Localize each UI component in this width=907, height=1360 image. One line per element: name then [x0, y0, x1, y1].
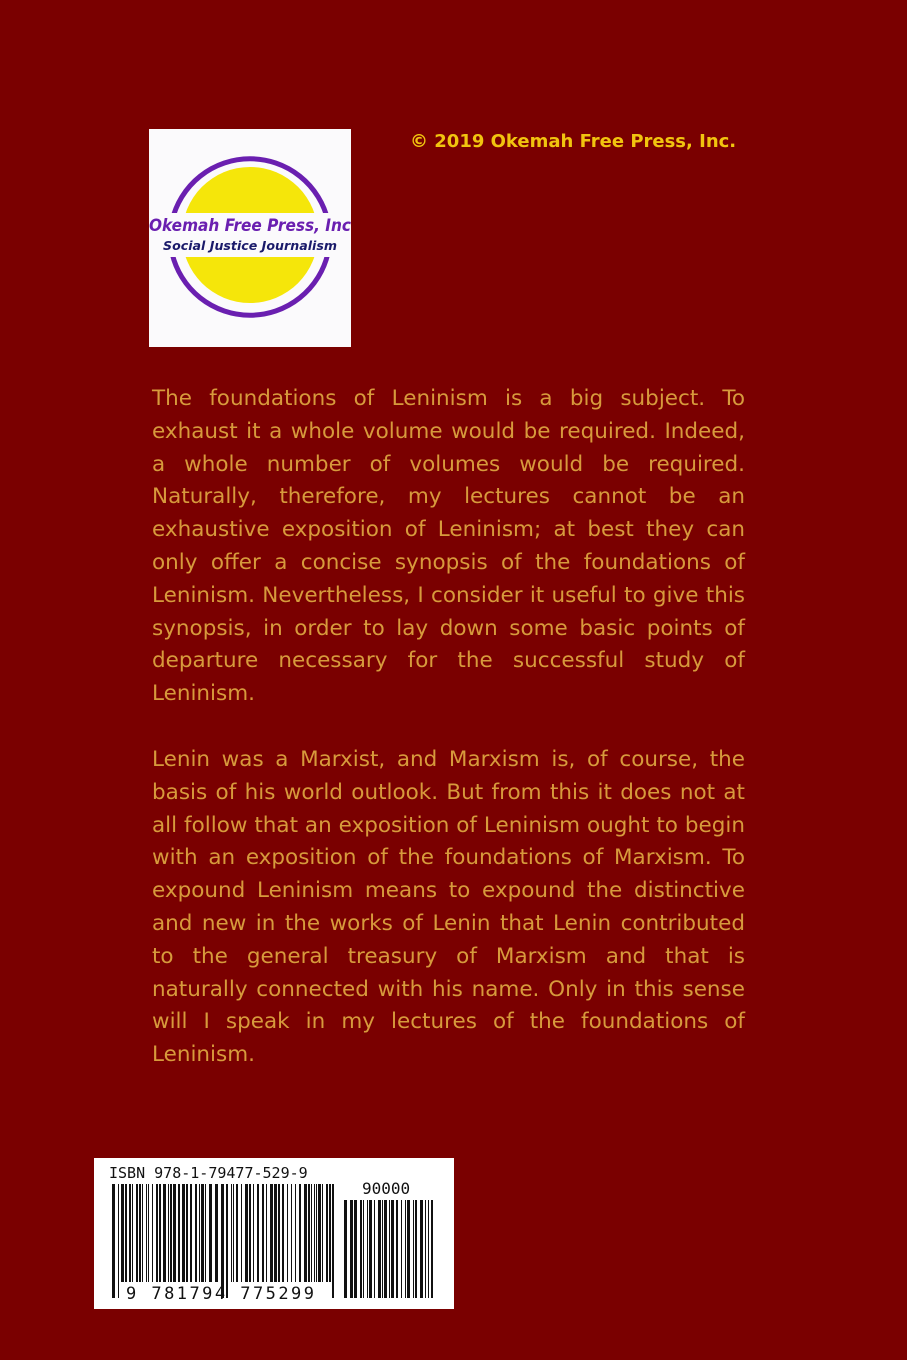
barcode-main-bars: [112, 1184, 334, 1298]
barcode-bar: [245, 1184, 248, 1282]
logo-sun-bottom: [169, 257, 331, 317]
barcode-bar: [326, 1184, 328, 1282]
barcode-bar: [178, 1184, 180, 1282]
barcode-bar: [159, 1184, 161, 1282]
barcode-bar: [233, 1184, 234, 1282]
barcode-bar: [226, 1184, 228, 1298]
barcode-bar: [121, 1184, 124, 1282]
barcode-bar: [173, 1184, 176, 1282]
barcode-bar: [112, 1184, 115, 1298]
barcode-bar: [332, 1184, 334, 1298]
barcode-bar: [378, 1200, 381, 1298]
barcode-bar: [401, 1200, 402, 1298]
barcode-bar: [374, 1200, 375, 1298]
barcode-bar: [139, 1184, 141, 1282]
isbn-label: ISBN 978-1-79477-529-9: [109, 1164, 308, 1182]
barcode-bar: [221, 1184, 224, 1298]
barcode-bar: [156, 1184, 158, 1282]
barcode-bar: [407, 1200, 410, 1298]
barcode-bar: [384, 1200, 387, 1298]
logo-name: Okemah Free Press, Inc: [149, 216, 351, 235]
logo-tagline: Social Justice Journalism: [163, 238, 337, 253]
barcode-bar: [391, 1200, 394, 1298]
barcode-digits: 9 781794 775299: [126, 1284, 314, 1304]
barcode-bar: [354, 1200, 357, 1298]
barcode-bar: [146, 1184, 147, 1282]
barcode-bar: [350, 1200, 353, 1298]
barcode-addon-bars: [344, 1200, 433, 1298]
barcode-bar: [205, 1184, 206, 1282]
publisher-logo: [149, 129, 351, 347]
barcode-bar: [186, 1184, 188, 1282]
isbn-barcode: [94, 1158, 454, 1309]
barcode-bar: [118, 1184, 119, 1298]
barcode-bar: [231, 1184, 232, 1282]
barcode-bar: [415, 1200, 417, 1298]
barcode-bar: [344, 1200, 347, 1298]
barcode-bar: [287, 1184, 288, 1282]
barcode-bar: [125, 1184, 127, 1282]
barcode-bar: [308, 1184, 310, 1282]
barcode-bar: [396, 1200, 398, 1298]
barcode-bar: [428, 1200, 429, 1298]
barcode-bar: [329, 1184, 331, 1282]
barcode-bar: [136, 1184, 138, 1282]
barcode-bar: [322, 1184, 323, 1282]
barcode-bar: [168, 1184, 169, 1282]
barcode-bar: [295, 1184, 296, 1282]
body-paragraph-2: Lenin was a Marxist, and Marxism is, of course, the basis of his world outlook. But from this it does not at all follow that an exposition of Leninism ought to begin with an exposition of the foundations of Marxism. To expound Leninism means to expound the distinctive and new in the works of Lenin that Lenin contributed to the general treasury of Marxism and that is naturally connected with his name. Only in this sense will I speak in my lectures of the foundations of Leninism.: [152, 747, 745, 1068]
barcode-bar: [425, 1200, 426, 1298]
price-code: 90000: [362, 1179, 411, 1198]
barcode-bar: [129, 1184, 131, 1282]
barcode-bar: [253, 1184, 254, 1282]
barcode-bar: [360, 1200, 362, 1298]
barcode-bar: [152, 1184, 153, 1282]
barcode-bar: [170, 1184, 172, 1282]
barcode-bar: [299, 1184, 301, 1282]
barcode-bar: [182, 1184, 185, 1282]
barcode-bar: [304, 1184, 307, 1282]
barcode-bar: [270, 1184, 273, 1282]
barcode-bar: [316, 1184, 317, 1282]
body-paragraph-1: The foundations of Leninism is a big subject. To exhaust it a whole volume would be required. Indeed, a whole number of volumes would be required. Naturally, therefore, my lectures cannot be an exhaustive exposition of Leninism; at best they can only offer a concise synopsis of the foundations of Leninism. Nevertheless, I consider it useful to give this synopsis, in order to lay down some basic points of departure necessary for the successful study of Leninism.: [152, 386, 745, 707]
barcode-bar: [367, 1200, 368, 1298]
barcode-bar: [431, 1200, 433, 1298]
barcode-bar: [257, 1184, 259, 1282]
barcode-bar: [215, 1184, 218, 1282]
barcode-bar: [318, 1184, 321, 1282]
barcode-bar: [148, 1184, 149, 1282]
barcode-bar: [262, 1184, 264, 1282]
barcode-bar: [389, 1200, 390, 1298]
barcode-bar: [291, 1184, 292, 1282]
barcode-bar: [195, 1184, 197, 1282]
barcode-bar: [311, 1184, 312, 1282]
barcode-bar: [405, 1200, 406, 1298]
barcode-bar: [249, 1184, 251, 1282]
barcode-bar: [201, 1184, 204, 1282]
barcode-bar: [209, 1184, 212, 1282]
barcode-bar: [236, 1184, 238, 1282]
barcode-bar: [132, 1184, 133, 1282]
barcode-bar: [382, 1200, 383, 1298]
barcode-bar: [420, 1200, 423, 1298]
barcode-bar: [278, 1184, 280, 1282]
barcode-bar: [190, 1184, 192, 1282]
copyright-notice: © 2019 Okemah Free Press, Inc.: [410, 131, 737, 152]
logo-sun-top: [169, 159, 331, 213]
barcode-bar: [363, 1200, 364, 1298]
barcode-bar: [163, 1184, 166, 1282]
barcode-bar: [413, 1200, 414, 1298]
barcode-bar: [142, 1184, 143, 1282]
barcode-bar: [199, 1184, 200, 1282]
barcode-bar: [241, 1184, 242, 1282]
barcode-bar: [369, 1200, 372, 1298]
barcode-bar: [266, 1184, 267, 1282]
barcode-bar: [274, 1184, 277, 1282]
barcode-bar: [282, 1184, 284, 1282]
barcode-bar: [314, 1184, 315, 1282]
